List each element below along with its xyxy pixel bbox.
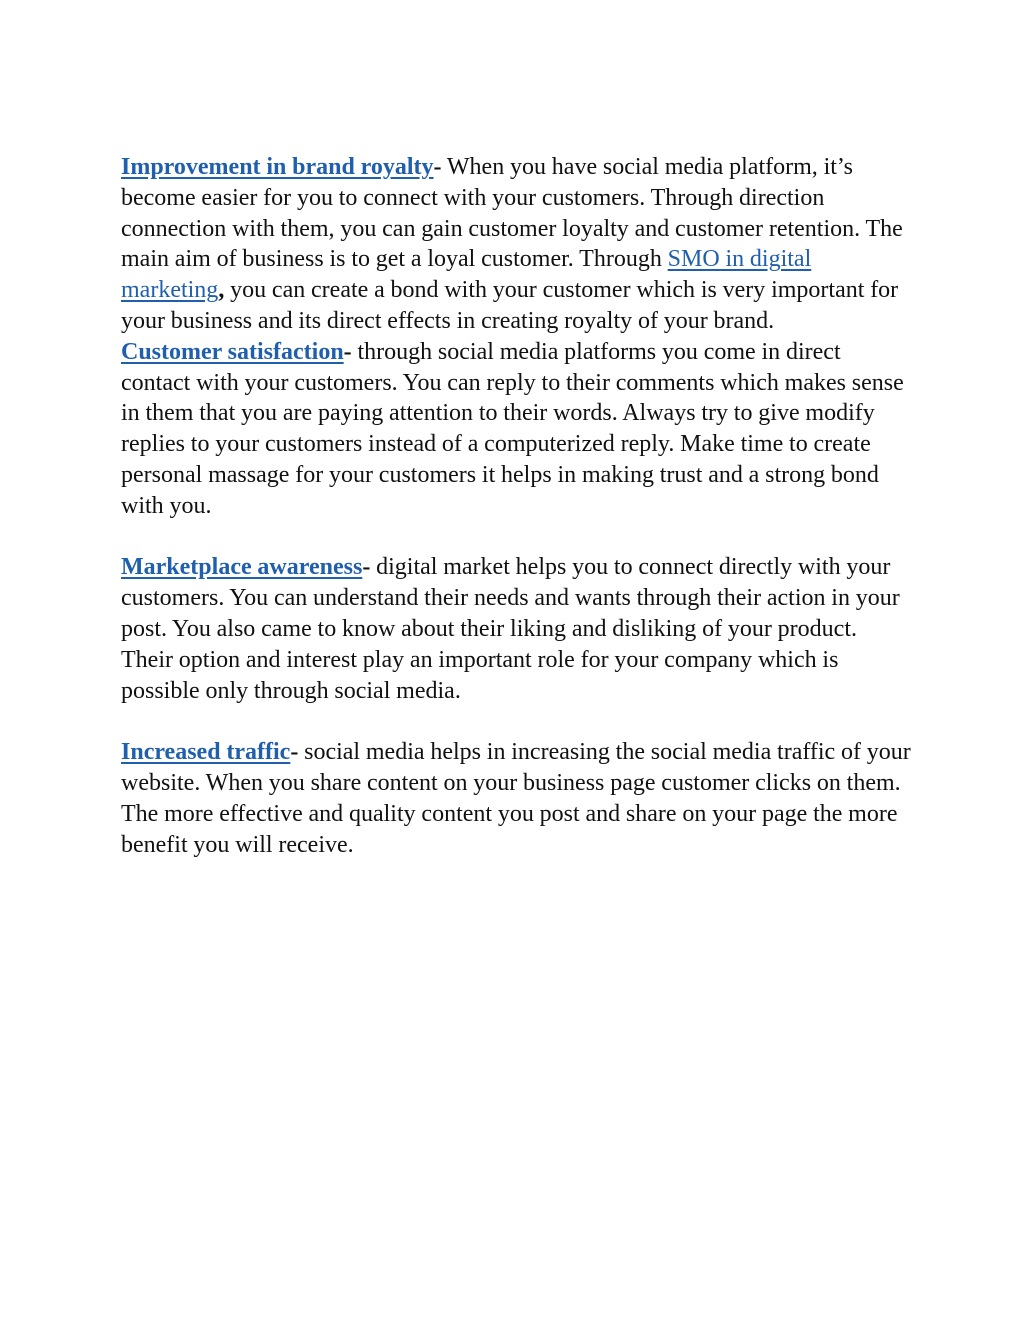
paragraph-text: digital market helps you to connect directly with your customers. You can understand their needs and wants through their action in your post. You also came to know about their liking and disliking of your product. Their option and interest play an important role for your company which is possible only through social media. (121, 554, 900, 704)
heading-link-marketplace-awareness[interactable]: Marketplace awareness (121, 554, 363, 581)
heading-dash: - (343, 338, 352, 365)
heading-dash: - (290, 739, 299, 766)
paragraph-brand-royalty (121, 152, 911, 337)
heading-dash: - (362, 554, 371, 581)
paragraph-customer-satisfaction (121, 337, 911, 522)
paragraph-text: you can create a bond with your customer which is very important for your business and its direct effects in creating royalty of your brand. (121, 277, 899, 334)
paragraph-spacer (121, 706, 911, 737)
document-body (121, 152, 911, 860)
paragraph-increased-traffic (121, 737, 911, 860)
smo-digital-marketing-link[interactable]: SMO in digital marketing (121, 246, 812, 304)
paragraph-text: When you have social media platform, it’s become easier for you to connect with your customers. Through direction connection with them, you can gain customer loyalty and customer retention. The main aim of business is to get a loyal customer. Through (121, 154, 903, 273)
link-punctuation: , (218, 277, 225, 304)
paragraph-marketplace-awareness (121, 552, 911, 706)
heading-link-brand-royalty[interactable]: Improvement in brand royalty (121, 154, 434, 180)
paragraph-text: social media helps in increasing the social media traffic of your website. When you share content on your business page customer clicks on them. The more effective and quality content you post and share on your page the more benefit you will receive. (121, 739, 911, 858)
heading-link-customer-satisfaction[interactable]: Customer satisfaction (121, 338, 344, 365)
heading-link-increased-traffic[interactable]: Increased traffic (121, 739, 291, 766)
heading-dash: - (433, 154, 442, 180)
paragraph-spacer (121, 522, 911, 553)
paragraph-text: through social media platforms you come in direct contact with your customers. You can reply to their comments which makes sense in them that you are paying attention to their words. Always try to give modify replies to your customers instead of a computerized reply. Make time to create personal massage for your customers it helps in making trust and a strong bond with you. (121, 338, 904, 519)
